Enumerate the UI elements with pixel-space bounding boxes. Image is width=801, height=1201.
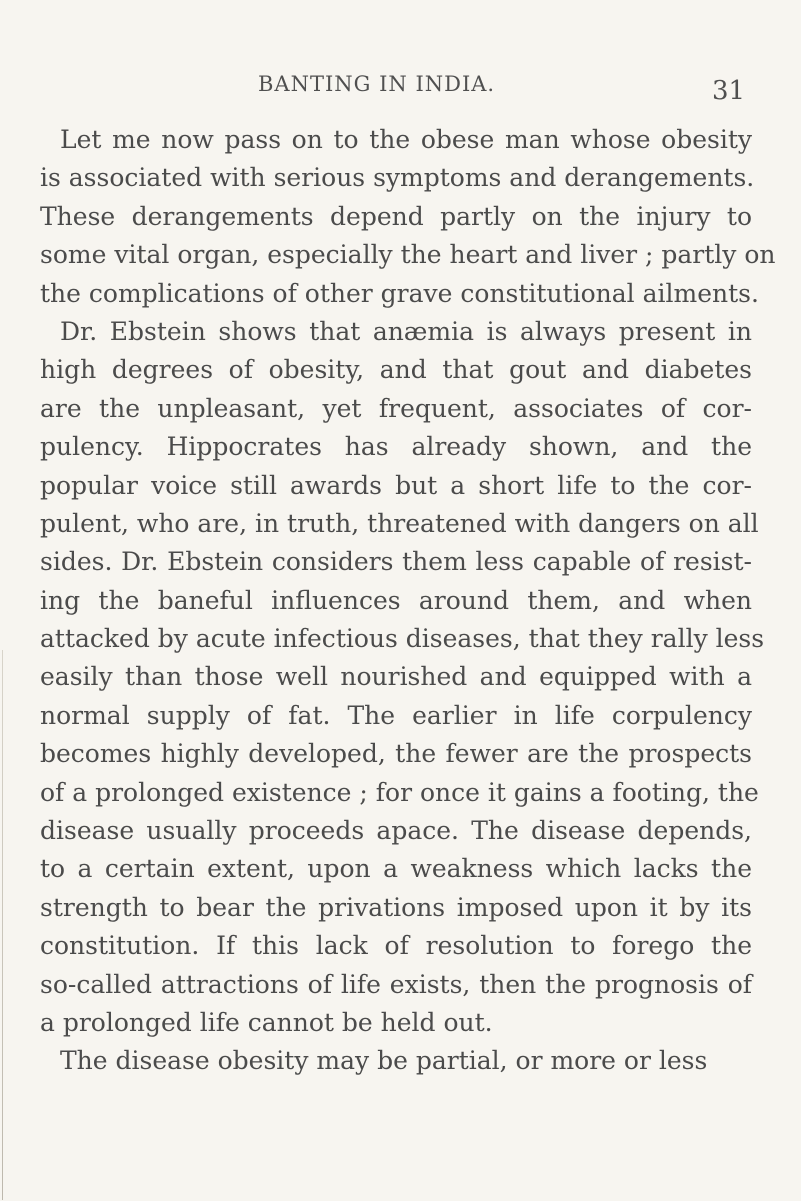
text-line: the complications of other grave constitutional ailments. (40, 278, 759, 308)
running-head: BANTING IN INDIA. (258, 72, 496, 96)
text-line: becomes highly developed, the fewer are the prospects (40, 739, 752, 769)
text-line: is associated with serious symptoms and derangements. (40, 163, 755, 193)
text-line: easily than those well nourished and equipped with a (40, 662, 752, 692)
text-line: pulency. Hippocrates has already shown, and the (40, 432, 752, 462)
text-line: popular voice still awards but a short life to the cor- (40, 470, 752, 500)
text-line: These derangements depend partly on the injury to (40, 201, 752, 231)
binding-edge (2, 650, 3, 1200)
text-line: ing the baneful influences around them, and when (40, 585, 752, 615)
page-header (0, 72, 801, 112)
page-number: 31 (712, 76, 746, 106)
text-line: Let me now pass on to the obese man whose obesity (60, 125, 752, 154)
text-line: of a prolonged existence ; for once it gains a footing, the (40, 777, 759, 807)
text-line: some vital organ, especially the heart and liver ; partly on (40, 240, 776, 270)
text-line: high degrees of obesity, and that gout and diabetes (40, 355, 752, 385)
text-line: constitution. If this lack of resolution to forego the (40, 931, 752, 961)
text-line: normal supply of fat. The earlier in life corpulency (40, 700, 752, 730)
text-line: pulent, who are, in truth, threatened with dangers on all (40, 508, 759, 538)
text-line: The disease obesity may be partial, or more or less (60, 1046, 708, 1076)
text-line: disease usually proceeds apace. The disease depends, (40, 816, 752, 846)
text-line: a prolonged life cannot be held out. (40, 1007, 493, 1037)
body-text (40, 121, 776, 1081)
text-line: Dr. Ebstein shows that anæmia is always present in (60, 316, 752, 346)
text-line: so-called attractions of life exists, then the prognosis of (40, 969, 752, 999)
text-line: sides. Dr. Ebstein considers them less capable of resist- (40, 547, 752, 577)
text-line: strength to bear the privations imposed upon it by its (40, 892, 752, 922)
text-line: are the unpleasant, yet frequent, associates of cor- (40, 393, 752, 423)
text-line: to a certain extent, upon a weakness which lacks the (40, 854, 752, 884)
text-line: attacked by acute infectious diseases, that they rally less (40, 624, 765, 654)
